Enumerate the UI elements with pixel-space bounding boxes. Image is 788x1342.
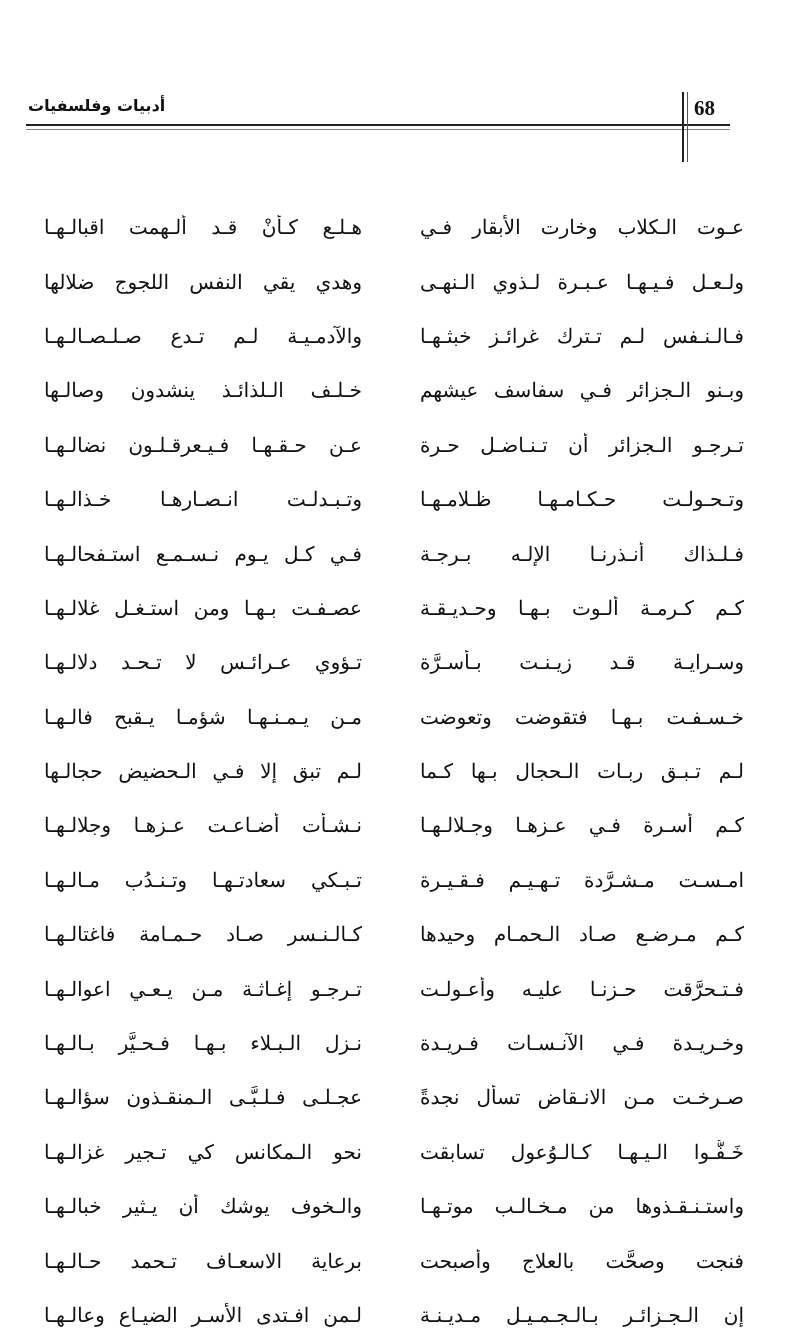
verse-first-hemistich: وخـريـدة فـي الآنـسـات فـريـدة bbox=[420, 1031, 744, 1056]
poem-body bbox=[44, 200, 744, 1342]
verse-first-hemistich: وبـنو الـجزائر فـي سفاسف عيشهم bbox=[420, 378, 744, 403]
verse-first-hemistich: وسـرايـة قـد زيـنـت بـأسـرَّة bbox=[420, 650, 744, 675]
verse bbox=[44, 1125, 744, 1179]
verse bbox=[44, 581, 744, 635]
verse-first-hemistich: خَـفُّـوا الـيـهـا كـالـوُعول تسابقت bbox=[420, 1139, 744, 1164]
verse-first-hemistich: فـلـذاك أنـذرنـا الإلـه بـرجـة bbox=[420, 541, 744, 566]
verse bbox=[44, 744, 744, 798]
verse bbox=[44, 1016, 744, 1070]
verse-second-hemistich: فـي كـل يـوم نـسـمـع استـفحالـهـا bbox=[44, 541, 362, 566]
verse bbox=[44, 526, 744, 580]
verse-second-hemistich: عـن حـقـهـا فـيـعرقـلـون نضالـهـا bbox=[44, 432, 362, 457]
verse bbox=[44, 853, 744, 907]
verse bbox=[44, 690, 744, 744]
verse-first-hemistich: فـتـحرَّقت حـزنـا عليـه وأعـولـت bbox=[420, 976, 744, 1001]
verse-second-hemistich: لـمن افـتدى الأسـر الضيـاع وعالـهـا bbox=[44, 1303, 362, 1327]
verse-first-hemistich: كـم مـرضـع صـاد الـحمـام وحيدها bbox=[420, 922, 744, 947]
page-header bbox=[0, 0, 788, 160]
verse-first-hemistich: واستـنـقـذوها من مـخـالـب موتـهـا bbox=[420, 1194, 744, 1219]
verse-first-hemistich: كـم كـرمـة ألـوت بـهـا وحـديـقـة bbox=[420, 595, 744, 620]
verse bbox=[44, 798, 744, 852]
verse bbox=[44, 363, 744, 417]
header-vertical-rule-thin bbox=[687, 92, 688, 162]
verse bbox=[44, 907, 744, 961]
verse-second-hemistich: هـلـع كـأنْ قـد ألـهمت اقبالـهـا bbox=[44, 215, 362, 240]
verse bbox=[44, 1233, 744, 1287]
verse-second-hemistich: لـم تبق إلا فـي الـحضيض حجالـها bbox=[44, 759, 362, 784]
verse-second-hemistich: كـالـنـسر صـاد حـمـامة فاغتالـهـا bbox=[44, 922, 362, 947]
verse bbox=[44, 1179, 744, 1233]
verse-second-hemistich: نحو الـمكانس كي تـجير غزالـهـا bbox=[44, 1139, 362, 1164]
verse bbox=[44, 418, 744, 472]
verse-second-hemistich: والآدمـيـة لـم تـدع صـلـصـالـهـا bbox=[44, 323, 362, 348]
header-vertical-rule bbox=[682, 92, 684, 162]
verse bbox=[44, 1070, 744, 1124]
verse-second-hemistich: مـن يـمـنـهـا شؤمـا يـقبح فالـهـا bbox=[44, 704, 362, 729]
verse-first-hemistich: وتـحـولـت حـكـامـهـا ظـلامـهـا bbox=[420, 487, 744, 512]
verse-first-hemistich: تـرجـو الـجزائر أن تـنـاضـل حـرة bbox=[420, 432, 744, 457]
verse bbox=[44, 200, 744, 254]
running-title: أدبيات وفلسفيات bbox=[28, 96, 166, 115]
verse-first-hemistich: إن الـجـزائـر بـالـجـمـيـل مـديـنـة bbox=[420, 1303, 744, 1327]
verse-second-hemistich: تـرجـو إغـاثـة مـن يـعـي اعوالـهـا bbox=[44, 976, 362, 1001]
header-rule bbox=[26, 124, 730, 126]
verse bbox=[44, 1288, 744, 1342]
verse-first-hemistich: امـسـت مـشـرَّدة تـهـيـم فـقـيـرة bbox=[420, 867, 744, 892]
verse bbox=[44, 961, 744, 1015]
verse-first-hemistich: عـوت الـكلاب وخارت الأبقار فـي bbox=[420, 215, 744, 240]
verse-second-hemistich: وهدي يقي النفس اللجوج ضلالها bbox=[44, 269, 362, 294]
verse-second-hemistich: نـشـأت أضـاعـت عـزهـا وجلالـهـا bbox=[44, 813, 362, 838]
verse-first-hemistich: صـرخـت مـن الانـقاض تسأل نجدةً bbox=[420, 1085, 744, 1110]
verse bbox=[44, 309, 744, 363]
verse bbox=[44, 472, 744, 526]
header-rule-thin bbox=[26, 129, 730, 130]
verse-second-hemistich: وتـبـدلـت انـصـارهـا خـذالـهـا bbox=[44, 487, 362, 512]
verse-second-hemistich: والـخوف يوشك أن يـثير خبالـهـا bbox=[44, 1194, 362, 1219]
verse-second-hemistich: خـلـف الـلذائـذ ينشدون وصالـها bbox=[44, 378, 362, 403]
verse-second-hemistich: برعاية الاسعـاف تـحمد حـالـهـا bbox=[44, 1248, 362, 1273]
verse bbox=[44, 635, 744, 689]
verse bbox=[44, 254, 744, 308]
verse-first-hemistich: خـسـفـت بـهـا فتقوضت وتعوضت bbox=[420, 704, 744, 729]
verse-second-hemistich: نـزل الـبـلاء بـهـا فـحـيَّر بـالـهـا bbox=[44, 1031, 362, 1056]
page-number: 68 bbox=[694, 96, 715, 120]
verse-first-hemistich: كـم أسـرة فـي عـزهـا وجـلالـهـا bbox=[420, 813, 744, 838]
verse-first-hemistich: فنجت وصحَّت بالعلاج وأصبحت bbox=[420, 1248, 744, 1273]
verse-second-hemistich: عجـلـى فـلـبَّـى الـمنقـذون سؤالـهـا bbox=[44, 1085, 362, 1110]
verse-second-hemistich: تـؤوي عـرائـس لا تـحـد دلالـهـا bbox=[44, 650, 362, 675]
verse-second-hemistich: تـبـكي سعادتـهـا وتـنـدُب مـالـهـا bbox=[44, 867, 362, 892]
verse-second-hemistich: عصـفـت بـهـا ومن استـغـل غلالـهـا bbox=[44, 595, 362, 620]
verse-first-hemistich: لـم تـبـق ربـات الـحجال بـها كـما bbox=[420, 759, 744, 784]
verse-first-hemistich: ولـعـل فـيـهـا عـبـرة لـذوي الـنهـى bbox=[420, 269, 744, 294]
verse-first-hemistich: فـالـنـفس لـم تـترك غرائـز خبثـهـا bbox=[420, 323, 744, 348]
